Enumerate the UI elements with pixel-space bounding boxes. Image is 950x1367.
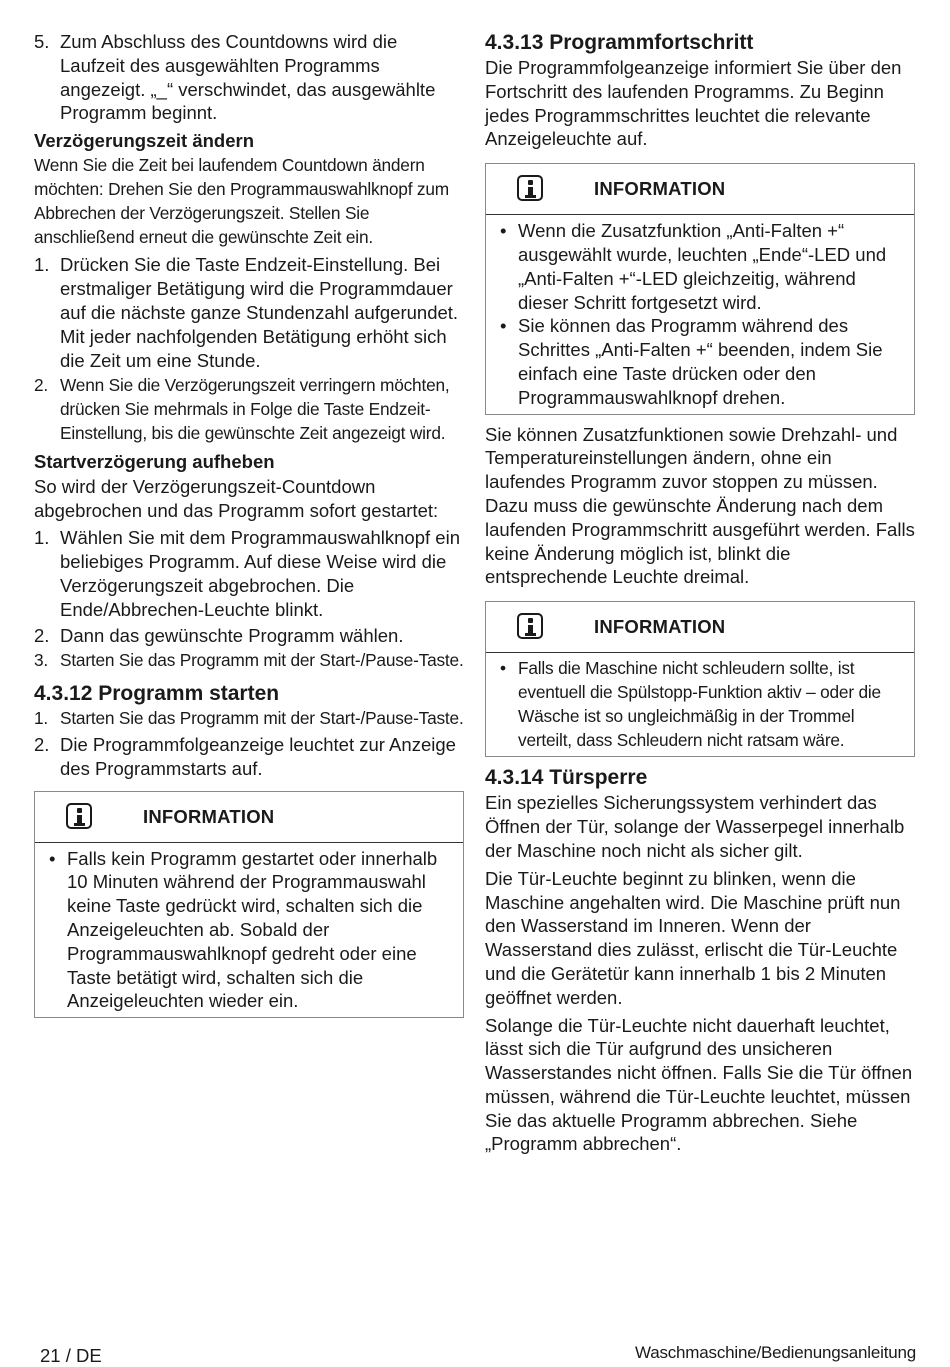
info-box-schleudern xyxy=(485,601,915,757)
list-item xyxy=(498,219,906,314)
list-item xyxy=(34,253,464,372)
heading-verzoegerungszeit-aendern: Verzögerungszeit ändern xyxy=(34,130,254,152)
bullet-text: Sie können das Programm während des Schrittes „Anti-Falten +“ beenden, indem Sie einfach eine Taste drücken oder den Programmauswahlknopf drehen. xyxy=(518,315,883,408)
info-box-body xyxy=(486,653,914,756)
list-item xyxy=(34,649,464,673)
verz-steps xyxy=(34,253,464,445)
step-number: 5. xyxy=(34,31,50,52)
info-box-body xyxy=(35,843,463,1018)
right-column xyxy=(485,30,915,1160)
list-item xyxy=(47,847,455,1014)
step-text: Starten Sie das Programm mit der Start-/Pause-Taste. xyxy=(60,708,464,729)
list-item xyxy=(498,657,906,752)
bullet: • xyxy=(500,315,507,337)
paragraph-verz-intro: Wenn Sie die Zeit bei laufendem Countdown ändern möchten: Drehen Sie den Programmauswahlknopf zum Abbrechen der Verzögerungszeit. Stellen Sie anschließend erneut die gewünschte Zeit ein. xyxy=(34,155,449,247)
step-text: Wenn Sie die Verzögerungszeit verringern möchten, drücken Sie mehrmals in Folge die Taste Endzeit-Einstellung, bis die gewünschte Zeit angezeigt wird. xyxy=(60,375,450,443)
info-box-anti-falten xyxy=(485,163,915,414)
list-item xyxy=(34,30,464,125)
list-item xyxy=(498,314,906,409)
step-number: 1. xyxy=(34,527,50,549)
step-number: 1. xyxy=(34,708,49,729)
step-number: 3. xyxy=(34,650,49,671)
bullet: • xyxy=(500,658,506,679)
step-text: Starten Sie das Programm mit der Start-/Pause-Taste. xyxy=(60,650,464,671)
step-text: Dann das gewünschte Programm wählen. xyxy=(60,624,404,646)
step-number: 2. xyxy=(34,375,49,396)
bullet: • xyxy=(500,220,507,242)
bullet-text: Falls die Maschine nicht schleudern sollte, ist eventuell die Spülstopp-Funktion aktiv – oder die Wäsche ist so ungleichmäßig in der Trommel verteilt, dass Schleudern nicht ratsam wäre. xyxy=(518,658,881,750)
info-box-title: INFORMATION xyxy=(143,805,275,827)
section-heading-4-3-14: 4.3.14 Türsperre xyxy=(485,766,648,790)
list-item xyxy=(34,707,464,731)
info-icon xyxy=(66,803,92,829)
paragraph-4-3-14-2: Die Tür-Leuchte beginnt zu blinken, wenn die Maschine angehalten wird. Die Maschine prüft nun den Wasserstand im Inneren. Wenn der Wasserstand dies zulässt, erlischt die Tür-Leuchte und die Gerätetür kann innerhalb 1 bis 2 Minuten geöffnet werden. xyxy=(485,867,901,1008)
document-title: Waschmaschine/Bedienungsanleitung xyxy=(634,1343,916,1362)
section-heading-4-3-13: 4.3.13 Programmfortschritt xyxy=(485,31,754,54)
info-box-title: INFORMATION xyxy=(594,178,726,200)
step-text: Wählen Sie mit dem Programmauswahlknopf ein beliebiges Programm. Auf diese Weise wird die Verzögerungszeit abgebrochen. Die Ende/Abbrechen-Leuchte blinkt. xyxy=(60,527,460,620)
info-box-body xyxy=(486,215,914,413)
left-column xyxy=(34,30,464,1026)
step-text: Drücken Sie die Taste Endzeit-Einstellung. Bei erstmaliger Betätigung wird die Programmdauer auf die nächste ganze Stundenzahl aufgerundet. Mit jeder nachfolgenden Betätigung erhöht sich die Zeit um eine Stunde. xyxy=(60,254,459,371)
paragraph-4-3-13: Die Programmfolgeanzeige informiert Sie über den Fortschritt des laufenden Programms. Zu Beginn jedes Programmschrittes leuchtet die relevante Anzeigeleuchte auf. xyxy=(485,57,902,150)
program-start-steps xyxy=(34,707,464,780)
step-number: 1. xyxy=(34,254,50,276)
bullet-text: Wenn die Zusatzfunktion „Anti-Falten +“ ausgewählt wurde, leuchten „Ende“-LED und „Anti-Falten +“-LED gleichzeitig, während dieser Schritt fortgesetzt wird. xyxy=(518,220,887,313)
bullet-text: Falls kein Programm gestartet oder innerhalb 10 Minuten während der Programmauswahl keine Taste gedrückt wird, schalten sich die Anzeigeleuchten ab. Sobald der Programmauswahlknopf gedreht oder eine Taste betätigt wird, schalten sich die Anzeigeleuchten wieder ein. xyxy=(67,847,438,1012)
bullet: • xyxy=(49,847,56,869)
list-item xyxy=(34,624,464,648)
list-item xyxy=(34,526,464,621)
info-box-header xyxy=(486,164,914,215)
heading-startverzoegerung-aufheben: Startverzögerung aufheben xyxy=(34,450,275,472)
paragraph-4-3-14-1: Ein spezielles Sicherungssystem verhindert das Öffnen der Tür, solange der Wasserpegel innerhalb der Maschine noch nicht als sicher gilt. xyxy=(485,792,905,861)
info-icon xyxy=(517,175,543,201)
countdown-steps xyxy=(34,30,464,125)
step-text: Die Programmfolgeanzeige leuchtet zur Anzeige des Programmstarts auf. xyxy=(60,733,456,779)
step-text: Zum Abschluss des Countdowns wird die Laufzeit des ausgewählten Programms angezeigt. „_“ verschwindet, das ausgewählte Programm beginnt. xyxy=(60,31,436,124)
page-number: 21 / DE xyxy=(40,1345,102,1366)
list-item xyxy=(34,733,464,781)
start-steps xyxy=(34,526,464,673)
paragraph-zusatzfunktionen: Sie können Zusatzfunktionen sowie Drehzahl- und Temperatureinstellungen ändern, ohne ein laufendes Programm zuvor stoppen zu müssen. Dazu muss die gewünschte Änderung nach dem laufenden Programmschritt ausgeführt werden. Falls keine Änderung möglich ist, blinkt die entsprechende Leuchte dreimal. xyxy=(485,423,915,588)
info-box-program-start xyxy=(34,791,464,1019)
section-heading-4-3-12: 4.3.12 Programm starten xyxy=(34,682,280,706)
info-box-header xyxy=(486,602,914,653)
info-box-title: INFORMATION xyxy=(594,616,726,638)
info-icon xyxy=(517,613,543,639)
step-number: 2. xyxy=(34,733,50,755)
list-item xyxy=(34,374,464,445)
paragraph-start-intro: So wird der Verzögerungszeit-Countdown abgebrochen und das Programm sofort gestartet: xyxy=(34,475,439,521)
info-box-header xyxy=(35,792,463,843)
paragraph-4-3-14-3: Solange die Tür-Leuchte nicht dauerhaft leuchtet, lässt sich die Tür aufgrund des unsicheren Wasserstandes nicht öffnen. Falls Sie die Tür öffnen müssen, während die Tür-Leuchte leuchtet, müssen Sie das aktuelle Programm abbrechen. Siehe „Programm abbrechen“. xyxy=(485,1014,913,1155)
step-number: 2. xyxy=(34,624,50,646)
